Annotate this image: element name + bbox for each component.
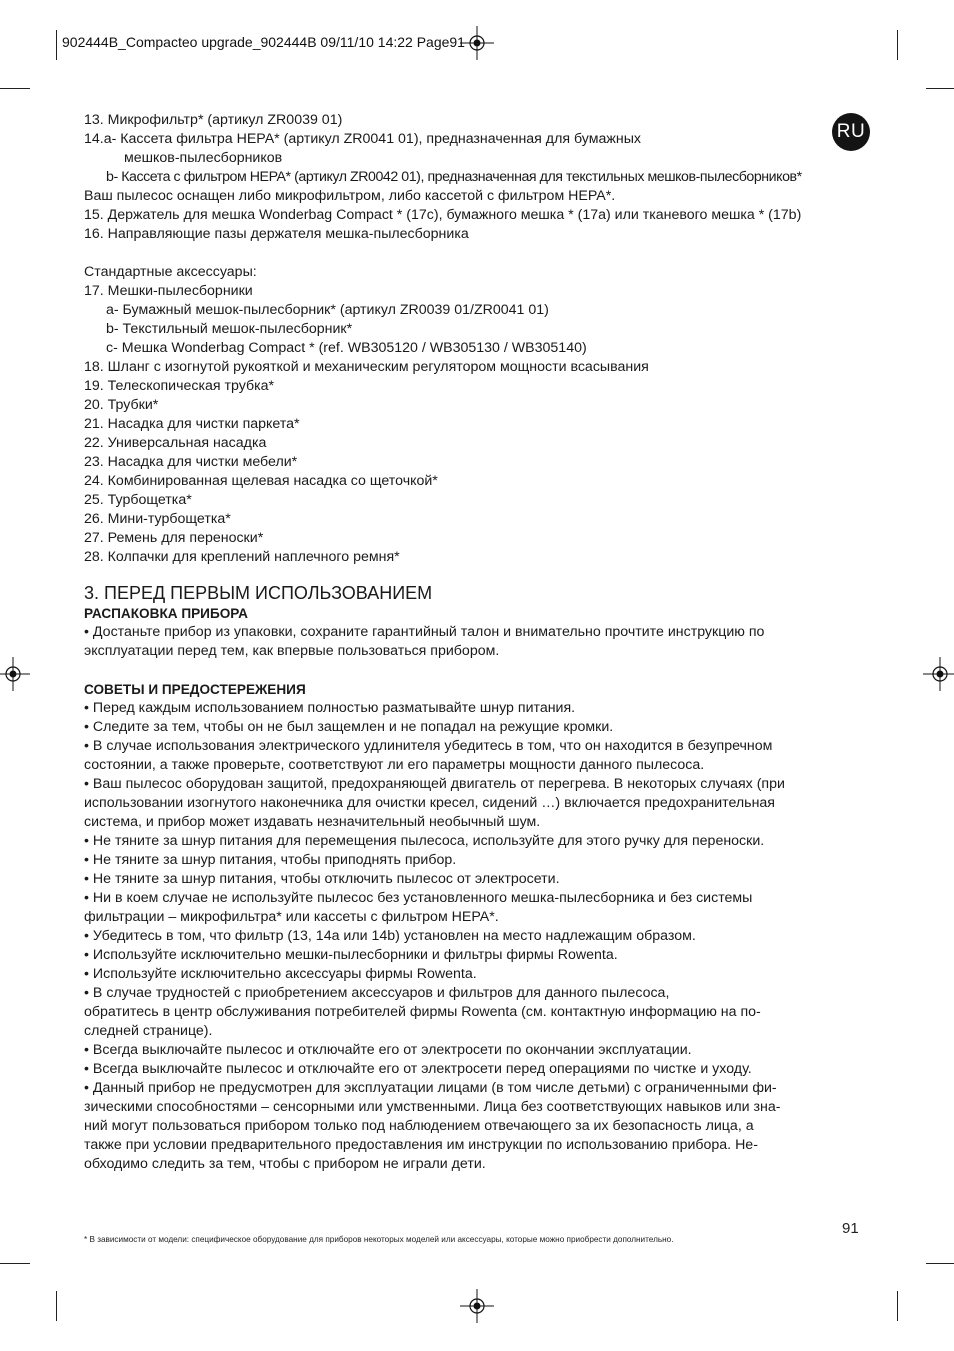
registration-mark-top-icon [460,26,494,60]
registration-mark-left-icon [0,657,30,691]
paragraph-line: использовании изогнутого наконечника для очистки кресел, сидений …) включается предохранительная [84,795,775,811]
paragraph-line: фильтрации – микрофильтра* или кассеты с фильтром HEPA*. [84,909,499,925]
accessories-heading: Стандартные аксессуары: [84,264,257,280]
paragraph-line: • Не тяните за шнур питания для перемещения пылесоса, используйте для этого ручку для переноски. [84,833,765,849]
paragraph-line: также при условии предварительного предоставления им инструкции по использованию прибора. Не- [84,1137,758,1153]
registration-mark-bottom-icon [460,1289,494,1323]
crop-mark-bottom-left-v [56,1291,57,1321]
paragraph-line: • Достаньте прибор из упаковки, сохраните гарантийный талон и внимательно прочтите инструкцию по [84,624,765,640]
accessory-item: 18. Шланг с изогнутой рукояткой и механическим регулятором мощности всасывания [84,359,649,375]
list-item: 15. Держатель для мешка Wonderbag Compact * (17с), бумажного мешка * (17a) или тканевого мешка * (17b) [84,207,802,223]
accessory-item: 21. Насадка для чистки паркета* [84,416,300,432]
paragraph-line: эксплуатации перед тем, как впервые пользоваться прибором. [84,643,500,659]
accessory-item: a- Бумажный мешок-пылесборник* (артикул ZR0039 01/ZR0041 01) [106,302,549,318]
accessory-item: 25. Турбощетка* [84,492,192,508]
printer-slug: 902444B_Compacteo upgrade_902444B 09/11/10 14:22 Page91 [62,34,465,50]
list-item: b- Кассета с фильтром HEPA* (артикул ZR0042 01), предназначенная для текстильных мешков-пылесборников* [106,169,802,185]
accessory-item: 27. Ремень для переноски* [84,530,264,546]
accessory-item: 26. Мини-турбощетка* [84,511,231,527]
list-item: 14.a- Кассета фильтра HEPA* (артикул ZR0041 01), предназначенная для бумажных [84,131,641,147]
accessory-item: 20. Трубки* [84,397,159,413]
unpacking-heading: РАСПАКОВКА ПРИБОРА [84,606,248,621]
list-item: Ваш пылесос оснащен либо микрофильтром, либо кассетой с фильтром HEPA*. [84,188,616,204]
warnings-heading: СОВЕТЫ И ПРЕДОСТЕРЕЖЕНИЯ [84,682,306,697]
footnote: * В зависимости от модели: специфическое оборудование для приборов некоторых моделей или аксессуары, которые можно приобрести дополнительно. [84,1235,674,1244]
language-badge: RU [832,113,870,151]
page-content [84,111,874,1174]
accessory-item: 22. Универсальная насадка [84,435,267,451]
paragraph-line: • В случае использования электрического удлинителя убедитесь в том, что он находится в безупречном [84,738,773,754]
paragraph-line: • Используйте исключительно аксессуары фирмы Rowenta. [84,966,477,982]
crop-mark-top-right-v [897,30,898,60]
paragraph-line: обходимо следить за тем, чтобы с прибором не играли дети. [84,1156,486,1172]
accessory-item: 19. Телескопическая трубка* [84,378,275,394]
paragraph-line: • В случае трудностей с приобретением аксессуаров и фильтров для данного пылесоса, [84,985,670,1001]
list-item: мешков-пылесборников [124,150,283,166]
crop-mark-top-right-h [926,88,954,89]
paragraph-line: • Всегда выключайте пылесос и отключайте его от электросети по окончании эксплуатации. [84,1042,692,1058]
accessory-item: 24. Комбинированная щелевая насадка со щеточкой* [84,473,438,489]
paragraph-line: следней странице). [84,1023,213,1039]
paragraph-line: • Не тяните за шнур питания, чтобы приподнять прибор. [84,852,457,868]
crop-mark-bottom-right-v [897,1291,898,1321]
section-title: 3. ПЕРЕД ПЕРВЫМ ИСПОЛЬЗОВАНИЕМ [84,583,433,603]
accessory-item: b- Текстильный мешок-пылесборник* [106,321,353,337]
crop-mark-top-left-v [56,30,57,60]
accessory-item: 17. Мешки-пылесборники [84,283,253,299]
paragraph-line: • Перед каждым использованием полностью разматывайте шнур питания. [84,700,576,716]
accessory-item: 28. Колпачки для креплений наплечного ремня* [84,549,400,565]
paragraph-line: зическими способностями – сенсорными или умственными. Лица без соответствующих навыков или зна- [84,1099,781,1115]
list-item: 16. Направляющие пазы держателя мешка-пылесборника [84,226,469,242]
registration-mark-right-icon [923,657,954,691]
crop-mark-bottom-right-h [926,1263,954,1264]
crop-mark-top-left-h [0,88,30,89]
paragraph-line: • Следите за тем, чтобы он не был защемлен и не попадал на режущие кромки. [84,719,614,735]
accessory-item: c- Мешка Wonderbag Compact * (ref. WB305120 / WB305130 / WB305140) [106,340,587,356]
paragraph-line: состоянии, а также проверьте, соответствуют ли его параметры мощности данного пылесоса. [84,757,705,773]
crop-mark-bottom-left-h [0,1263,30,1264]
accessory-item: 23. Насадка для чистки мебели* [84,454,298,470]
paragraph-line: • Всегда выключайте пылесос и отключайте его от электросети перед операциями по чистке и уходу. [84,1061,752,1077]
page-number: 91 [842,1220,859,1237]
paragraph-line: • Убедитесь в том, что фильтр (13, 14а или 14b) установлен на место надлежащим образом. [84,928,696,944]
list-item: 13. Микрофильтр* (артикул ZR0039 01) [84,112,343,128]
paragraph-line: обратитесь в центр обслуживания потребителей фирмы Rowenta (см. контактную информацию на по- [84,1004,761,1020]
paragraph-line: • Ни в коем случае не используйте пылесос без установленного мешка-пылесборника и без системы [84,890,753,906]
paragraph-line: система, и прибор может издавать незначительный необычный шум. [84,814,541,830]
paragraph-line: • Ваш пылесос оборудован защитой, предохраняющей двигатель от перегрева. В некоторых случаях (при [84,776,785,792]
paragraph-line: • Не тяните за шнур питания, чтобы отключить пылесос от электросети. [84,871,560,887]
paragraph-line: ний могут пользоваться прибором только под наблюдением отвечающего за их безопасность лица, а [84,1118,754,1134]
paragraph-line: • Данный прибор не предусмотрен для эксплуатации лицами (в том числе детьми) с ограниченными фи- [84,1080,777,1096]
paragraph-line: • Используйте исключительно мешки-пылесборники и фильтры фирмы Rowenta. [84,947,618,963]
